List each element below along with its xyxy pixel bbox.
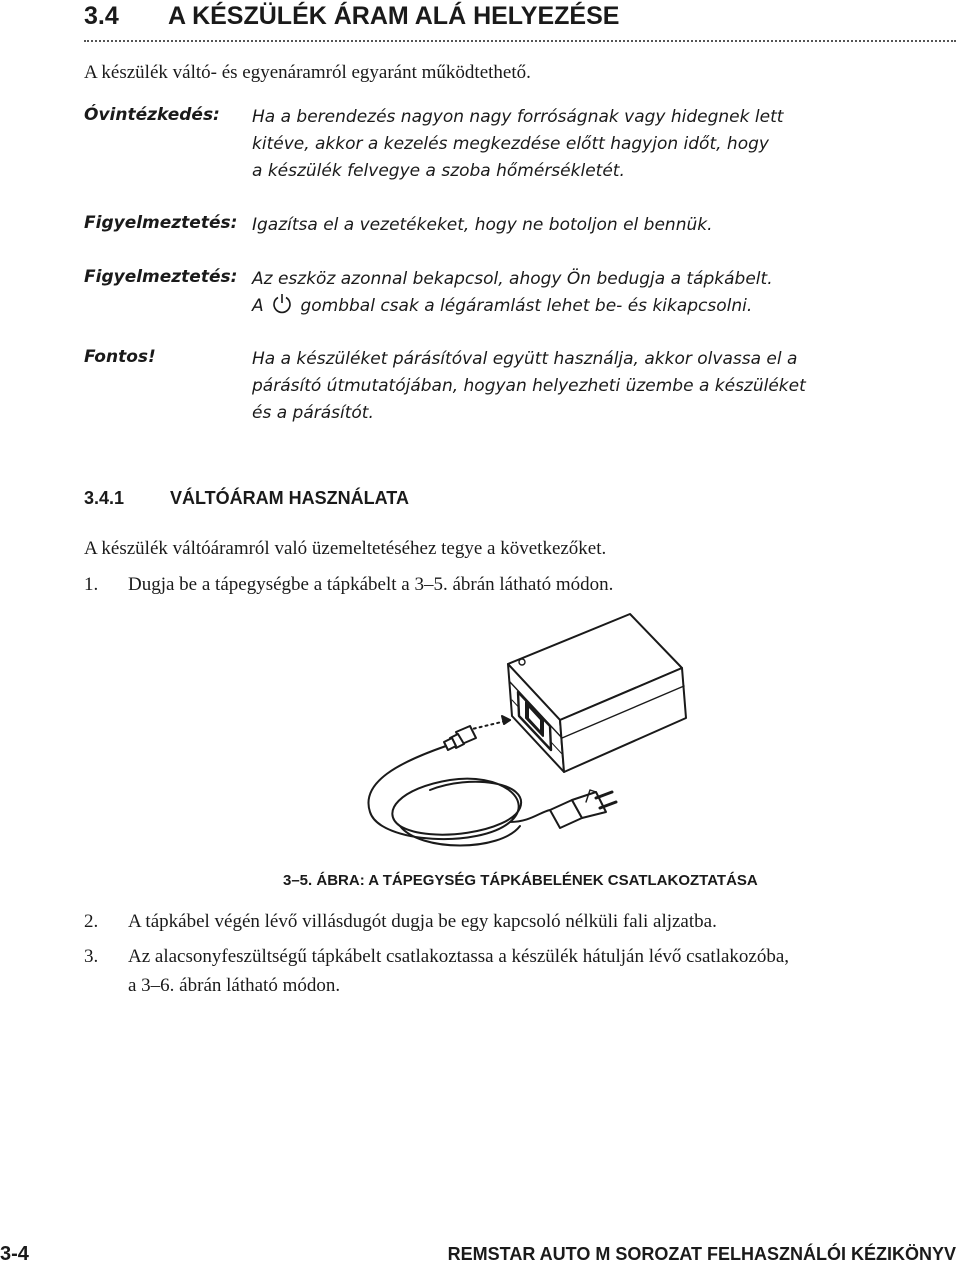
note-label: Óvintézkedés: <box>84 105 220 125</box>
section-heading <box>84 2 619 31</box>
note-text <box>252 346 862 427</box>
figure-power-supply <box>360 612 720 867</box>
note-text <box>252 212 862 239</box>
section-number: 3.4 <box>84 2 119 30</box>
step-text: A tápkábel végén lévő villásdugót dugja be egy kapcsoló nélküli fali aljzatba. <box>128 911 717 932</box>
figure-caption: 3–5. ÁBRA: A TÁPEGYSÉG TÁPKÁBELÉNEK CSATLAKOZTATÁSA <box>283 872 758 889</box>
note-line-prefix: A <box>252 296 264 316</box>
footer-title: REMSTAR AUTO M SOROZAT FELHASZNÁLÓI KÉZIKÖNYV <box>447 1244 956 1264</box>
heading-divider <box>84 40 956 42</box>
subsection-intro: A készülék váltóáramról való üzemeltetéséhez tegye a következőket. <box>84 538 607 559</box>
step-text: Dugja be a tápegységbe a tápkábelt a 3–5. ábrán látható módon. <box>128 574 614 595</box>
note-line <box>252 293 862 324</box>
note-text <box>252 266 862 324</box>
subsection-heading <box>84 488 409 509</box>
note-line: és a párásítót. <box>252 403 374 423</box>
section-title: A KÉSZÜLÉK ÁRAM ALÁ HELYEZÉSE <box>168 2 620 30</box>
subsection-title: VÁLTÓÁRAM HASZNÁLATA <box>170 488 409 508</box>
step-3 <box>84 946 789 968</box>
note-line-suffix: gombbal csak a légáramlást lehet be- és kikapcsolni. <box>300 296 753 316</box>
step-number: 2. <box>84 911 99 932</box>
note-label: Figyelmeztetés: <box>84 213 238 233</box>
power-icon <box>271 293 293 324</box>
step-2 <box>84 911 717 933</box>
note-line: Az eszköz azonnal bekapcsol, ahogy Ön bedugja a tápkábelt. <box>252 269 773 289</box>
step-1 <box>84 574 613 596</box>
step-number: 1. <box>84 574 99 595</box>
step-text: Az alacsonyfeszültségű tápkábelt csatlakoztassa a készülék hátulján lévő csatlakozóba, <box>128 946 790 967</box>
step-3-continued: a 3–6. ábrán látható módon. <box>128 975 341 996</box>
note-text <box>252 104 862 185</box>
power-cord <box>368 746 521 839</box>
note-line: Ha a készüléket párásítóval együtt használja, akkor olvassa el a <box>252 349 798 369</box>
note-line: Ha a berendezés nagyon nagy forróságnak vagy hidegnek lett <box>252 107 784 127</box>
note-line: a készülék felvegye a szoba hőmérsékletét. <box>252 161 625 181</box>
subsection-number: 3.4.1 <box>84 488 125 508</box>
step-number: 3. <box>84 946 99 967</box>
note-label: Fontos! <box>84 347 156 367</box>
page-number: 3-4 <box>0 1243 29 1265</box>
note-label: Figyelmeztetés: <box>84 267 238 287</box>
note-line: párásító útmutatójában, hogyan helyezheti üzembe a készüléket <box>252 376 806 396</box>
note-line: kitéve, akkor a kezelés megkezdése előtt hagyjon időt, hogy <box>252 134 769 154</box>
intro-paragraph: A készülék váltó- és egyenáramról egyaránt működtethető. <box>84 62 531 83</box>
note-line: Igazítsa el a vezetékeket, hogy ne botoljon el bennük. <box>252 215 713 235</box>
